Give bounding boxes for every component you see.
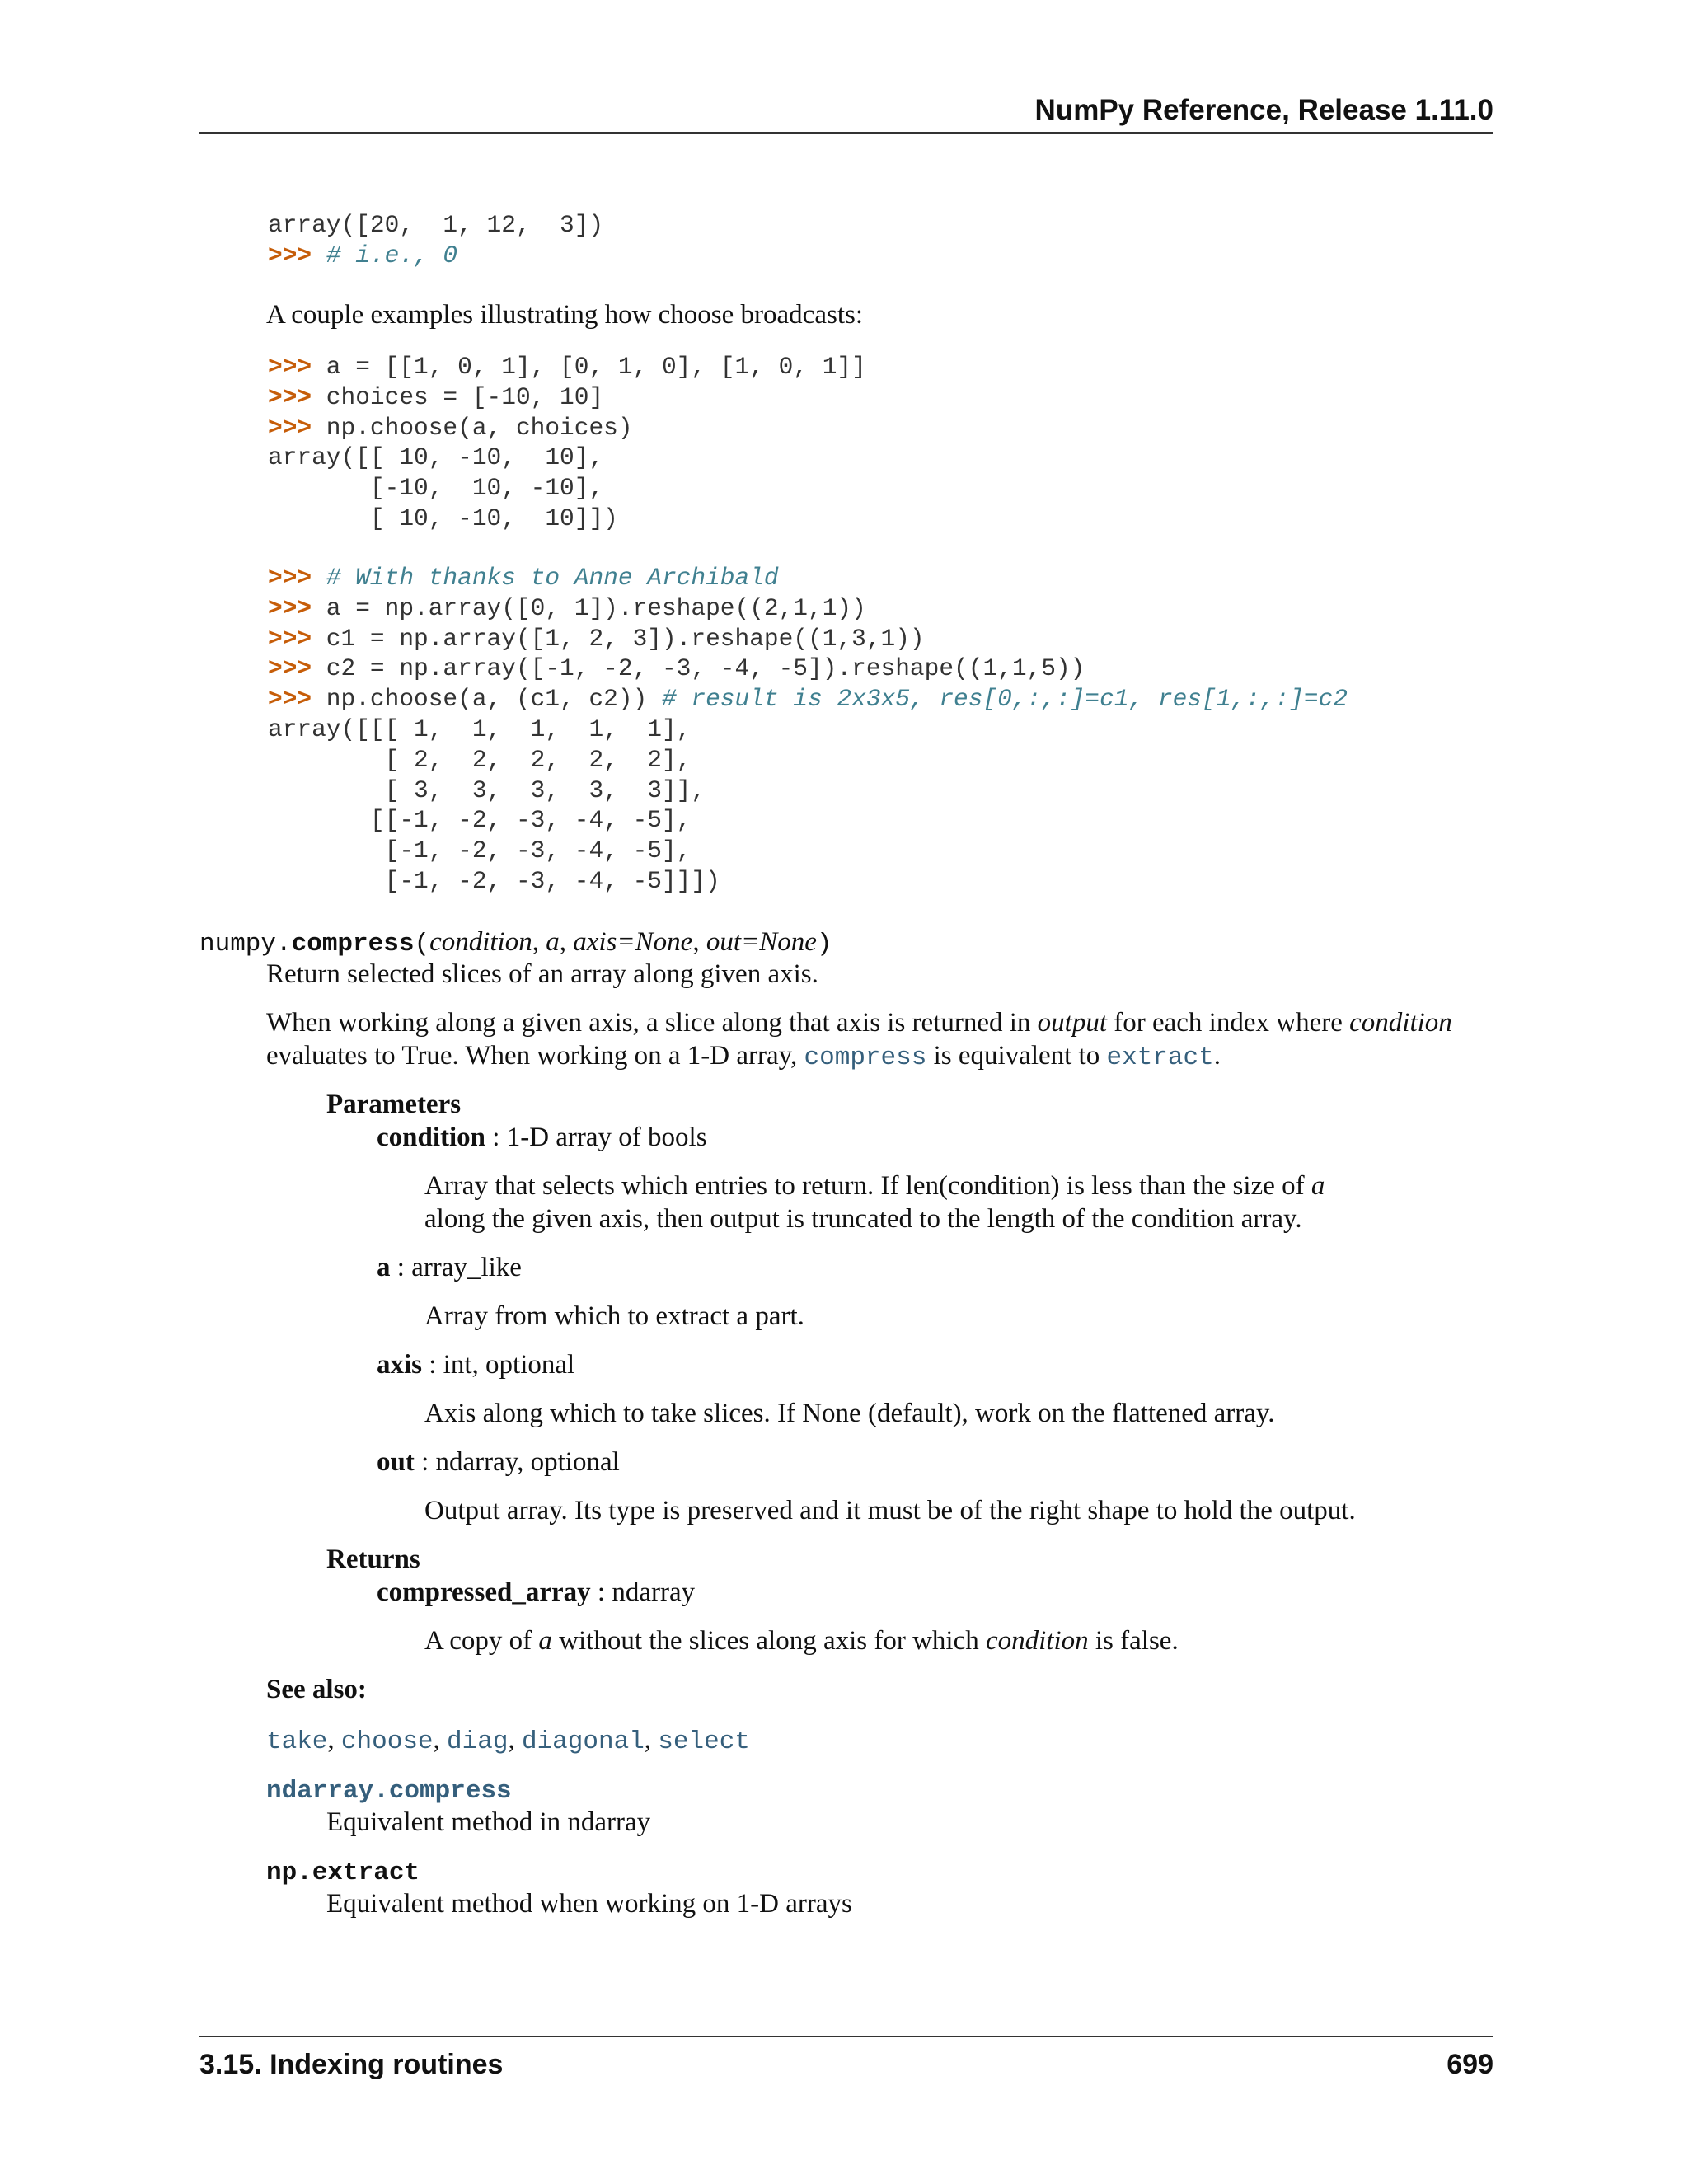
param-type: : 1-D array of bools [485,1122,707,1152]
code-comment: # i.e., 0 [326,241,458,269]
see-also-item-1 [266,1773,512,1808]
description-text: evaluates to True. When working on a 1-D array, [266,1041,804,1071]
code-comment: # result is 2x3x5, res[0,:,:]=c1, res[1,:,:]=c2 [661,685,1348,714]
link-take[interactable]: take [266,1727,328,1756]
see-also-item-1-desc: Equivalent method in ndarray [326,1807,651,1837]
signature-close-paren: ) [816,930,832,958]
code-line: np.choose(a, (c1, c2)) [312,685,662,714]
link-diag[interactable]: diag [447,1727,509,1756]
link-separator: , [508,1725,522,1755]
description-text: . [1213,1041,1221,1071]
link-separator: , [327,1725,341,1755]
description-line-2 [266,1039,1221,1075]
param-out-desc: Output array. Its type is preserved and it must be of the right shape to hold the output. [424,1496,1356,1526]
signature-param: axis=None [573,927,693,957]
link-select[interactable]: select [658,1727,750,1756]
code-prompt: >>> [268,564,312,592]
code-output: [-1, -2, -3, -4, -5], [268,837,692,865]
return-desc-italic: condition [985,1626,1089,1656]
param-type: : ndarray, optional [414,1447,620,1477]
code-output: [ 3, 3, 3, 3, 3]], [268,776,706,804]
param-name: a [377,1253,391,1282]
running-header [199,92,1493,134]
param-condition-desc-2: along the given axis, then output is truncated to the length of the condition array. [424,1204,1302,1234]
param-name: condition [377,1122,486,1152]
code-line: a = [[ [312,353,415,381]
param-name: out [377,1447,415,1477]
param-name: axis [377,1350,423,1380]
param-a [377,1251,522,1284]
param-out [377,1446,620,1479]
running-footer [199,2036,1493,2087]
code-line: np.choose(a, choices) [312,413,633,442]
param-desc: Array that selects which entries to return. If len(condition) is less than the size of [424,1171,1311,1201]
signature-sep: , [559,927,574,957]
code-prompt: >>> [268,685,312,714]
return-desc-text: without the slices along axis for which [551,1626,986,1656]
footer-section: 3.15. Indexing routines [199,2049,504,2080]
code-prompt: >>> [268,382,312,411]
link-diagonal[interactable]: diagonal [521,1727,645,1756]
see-also-heading: See also: [266,1675,367,1704]
code-output: [ 10, -10, 10]]) [268,504,618,532]
code-block-example-2 [268,563,1348,897]
code-line: a = np.array([0, 1]).reshape((2,1,1)) [312,593,866,622]
description-line-1 [266,1006,1452,1039]
param-condition [377,1121,707,1154]
code-output: [ 2, 2, 2, 2, 2], [268,745,692,774]
code-line: c1 = np.array([1, 2, 3]).reshape((1,3,1)) [312,624,925,653]
param-type: : array_like [390,1253,522,1282]
code-prompt: >>> [268,241,312,269]
signature-param: a [546,927,560,957]
param-axis-desc: Axis along which to take slices. If None (default), work on the flattened array. [424,1399,1275,1428]
code-line: c2 = np.array([-1, -2, -3, -4, -5]).reshape((1,1,5)) [312,654,1085,683]
see-also-item-2-desc: Equivalent method when working on 1-D arrays [326,1889,852,1919]
code-output: [[-1, -2, -3, -4, -5], [268,806,692,835]
page-number: 699 [1447,2049,1493,2080]
code-prompt: >>> [268,624,312,653]
signature-param: out=None [706,927,817,957]
description-text: for each index where [1107,1008,1350,1038]
code-block-example-1 [268,352,866,534]
see-also-links [266,1723,750,1759]
code-line: array([20, 1, 12, 3]) [268,211,604,239]
link-separator: , [433,1725,448,1755]
return-name: compressed_array [377,1577,591,1607]
code-prompt: >>> [268,593,312,622]
code-prompt: >>> [268,654,312,683]
signature-open-paren: ( [414,930,430,958]
param-type: : int, optional [422,1350,575,1380]
link-separator: , [644,1725,659,1755]
return-value [377,1576,695,1609]
description-italic: condition [1349,1008,1452,1038]
return-type: : ndarray [590,1577,696,1607]
extract-link[interactable]: extract [1106,1043,1214,1072]
code-line: choices = [-10, 10] [312,382,604,411]
description-text: is equivalent to [926,1041,1107,1071]
signature-sep: , [532,927,546,957]
code-comment: # With thanks to Anne Archibald [326,564,779,592]
code-prompt: >>> [268,353,312,381]
signature-param: condition [429,927,532,957]
function-signature [199,926,832,961]
compress-link[interactable]: compress [804,1043,927,1072]
link-ndarray-compress[interactable]: ndarray.compress [266,1777,512,1806]
code-output: [-10, 10, -10], [268,474,604,503]
description-italic: output [1037,1008,1108,1038]
param-axis [377,1348,574,1381]
returns-heading: Returns [326,1544,420,1574]
code-output: array([[[ 1, 1, 1, 1, 1], [268,715,692,743]
code-output: [-1, -2, -3, -4, -5]]]) [268,866,720,895]
code-line: 1, 0, 1], [0, 1, 0], [1, 0, 1]] [414,353,866,381]
function-summary: Return selected slices of an array along given axis. [266,959,818,989]
see-also-item-2 [266,1854,420,1890]
param-desc-italic: a [1311,1171,1325,1201]
param-condition-desc-1 [424,1169,1325,1202]
code-block-top [268,210,603,271]
return-desc-text: is false. [1088,1626,1179,1656]
return-desc [424,1624,1179,1657]
code-prompt: >>> [268,413,312,442]
return-desc-italic: a [538,1626,552,1656]
signature-sep: , [692,927,706,957]
parameters-heading: Parameters [326,1090,462,1119]
code-output: array([[ 10, -10, 10], [268,443,604,472]
np-extract-name: np.extract [266,1858,420,1887]
description-text: When working along a given axis, a slice along that axis is returned in [266,1008,1038,1038]
broadcast-intro: A couple examples illustrating how choose broadcasts: [266,300,864,330]
signature-module: numpy. [199,930,292,958]
link-choose[interactable]: choose [340,1727,434,1756]
param-a-desc: Array from which to extract a part. [424,1301,804,1331]
return-desc-text: A copy of [424,1626,539,1656]
signature-name: compress [291,930,415,958]
header-title: NumPy Reference, Release 1.11.0 [1034,94,1493,126]
